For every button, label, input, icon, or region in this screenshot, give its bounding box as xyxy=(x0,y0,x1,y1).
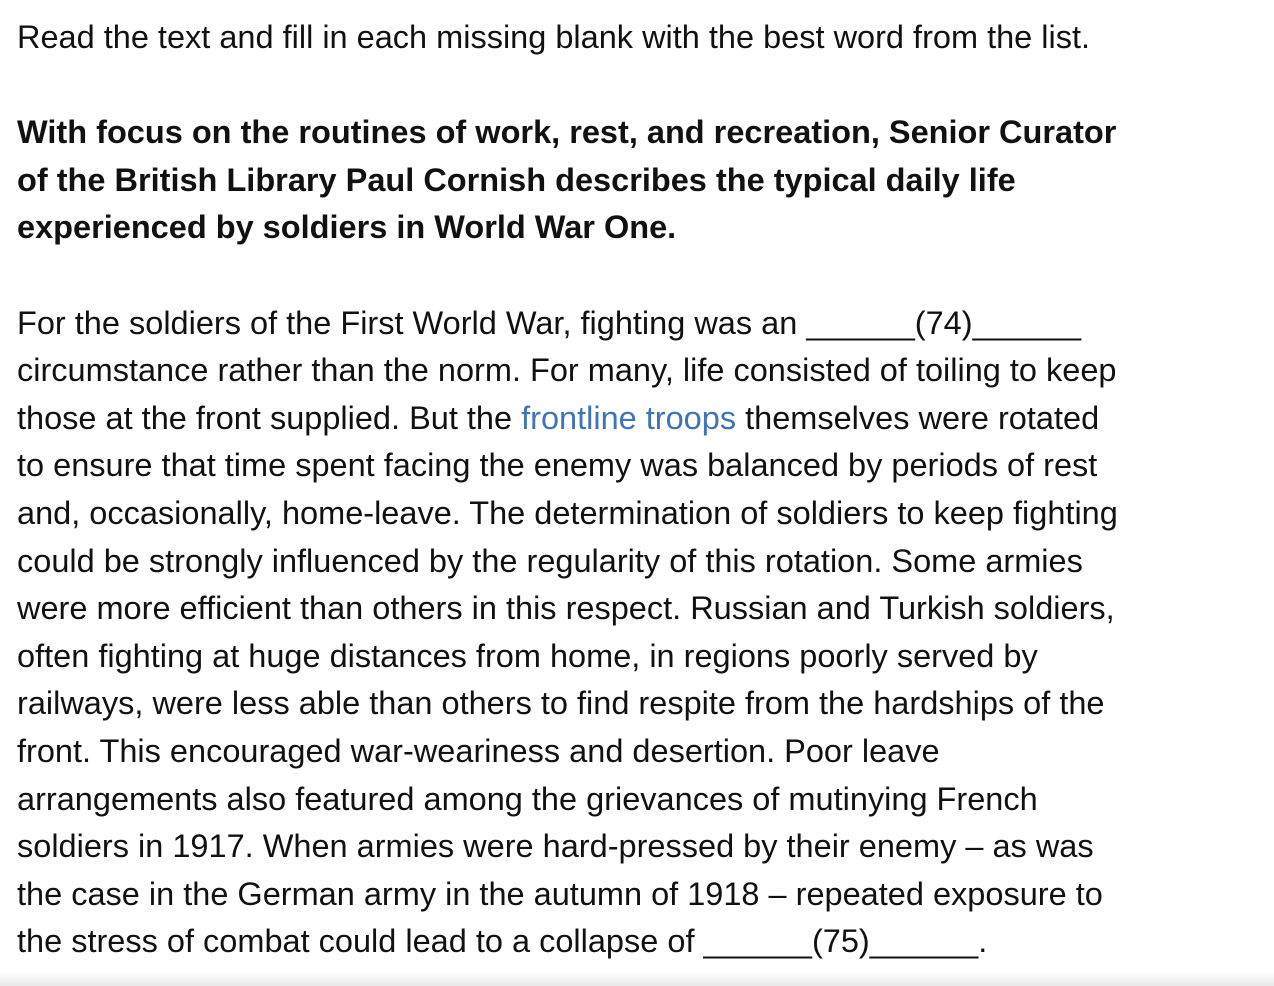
passage-line: arrangements also featured among the grievances of mutinying French xyxy=(17,780,1038,817)
frontline-troops-link[interactable]: frontline troops xyxy=(521,399,737,436)
intro-line: of the British Library Paul Cornish describes the typical daily life xyxy=(17,161,1016,198)
passage-line: were more efficient than others in this respect. Russian and Turkish soldiers, xyxy=(17,590,1115,627)
passage-line-blank-74: For the soldiers of the First World War, fighting was an ______(74)______ xyxy=(17,304,1082,341)
passage-line: to ensure that time spent facing the enemy was balanced by periods of rest xyxy=(17,447,1098,484)
passage-text: those at the front supplied. But the xyxy=(17,399,522,436)
passage-line: the case in the German army in the autumn of 1918 – repeated exposure to xyxy=(17,875,1103,912)
passage-line: front. This encouraged war-weariness and desertion. Poor leave xyxy=(17,732,940,769)
document-page xyxy=(17,14,1257,966)
passage-line-blank-75: the stress of combat could lead to a collapse of ______(75)______. xyxy=(17,923,988,960)
passage-line: soldiers in 1917. When armies were hard-pressed by their enemy – as was xyxy=(17,828,1094,865)
passage-line: railways, were less able than others to find respite from the hardships of the xyxy=(17,685,1105,722)
passage-line: and, occasionally, home-leave. The determination of soldiers to keep fighting xyxy=(17,494,1118,531)
intro-paragraph xyxy=(17,109,1257,252)
bottom-edge-shadow xyxy=(0,972,1274,986)
intro-line: With focus on the routines of work, rest, and recreation, Senior Curator xyxy=(17,114,1117,151)
passage-text: themselves were rotated xyxy=(736,399,1100,436)
instruction-text: Read the text and fill in each missing blank with the best word from the list. xyxy=(17,19,1091,55)
intro-line: experienced by soldiers in World War One. xyxy=(17,209,677,246)
passage-line-with-link xyxy=(17,395,1257,443)
passage-line: circumstance rather than the norm. For many, life consisted of toiling to keep xyxy=(17,352,1117,389)
passage-line: could be strongly influenced by the regularity of this rotation. Some armies xyxy=(17,542,1083,579)
passage-line: often fighting at huge distances from home, in regions poorly served by xyxy=(17,637,1038,674)
passage-paragraph xyxy=(17,300,1257,966)
